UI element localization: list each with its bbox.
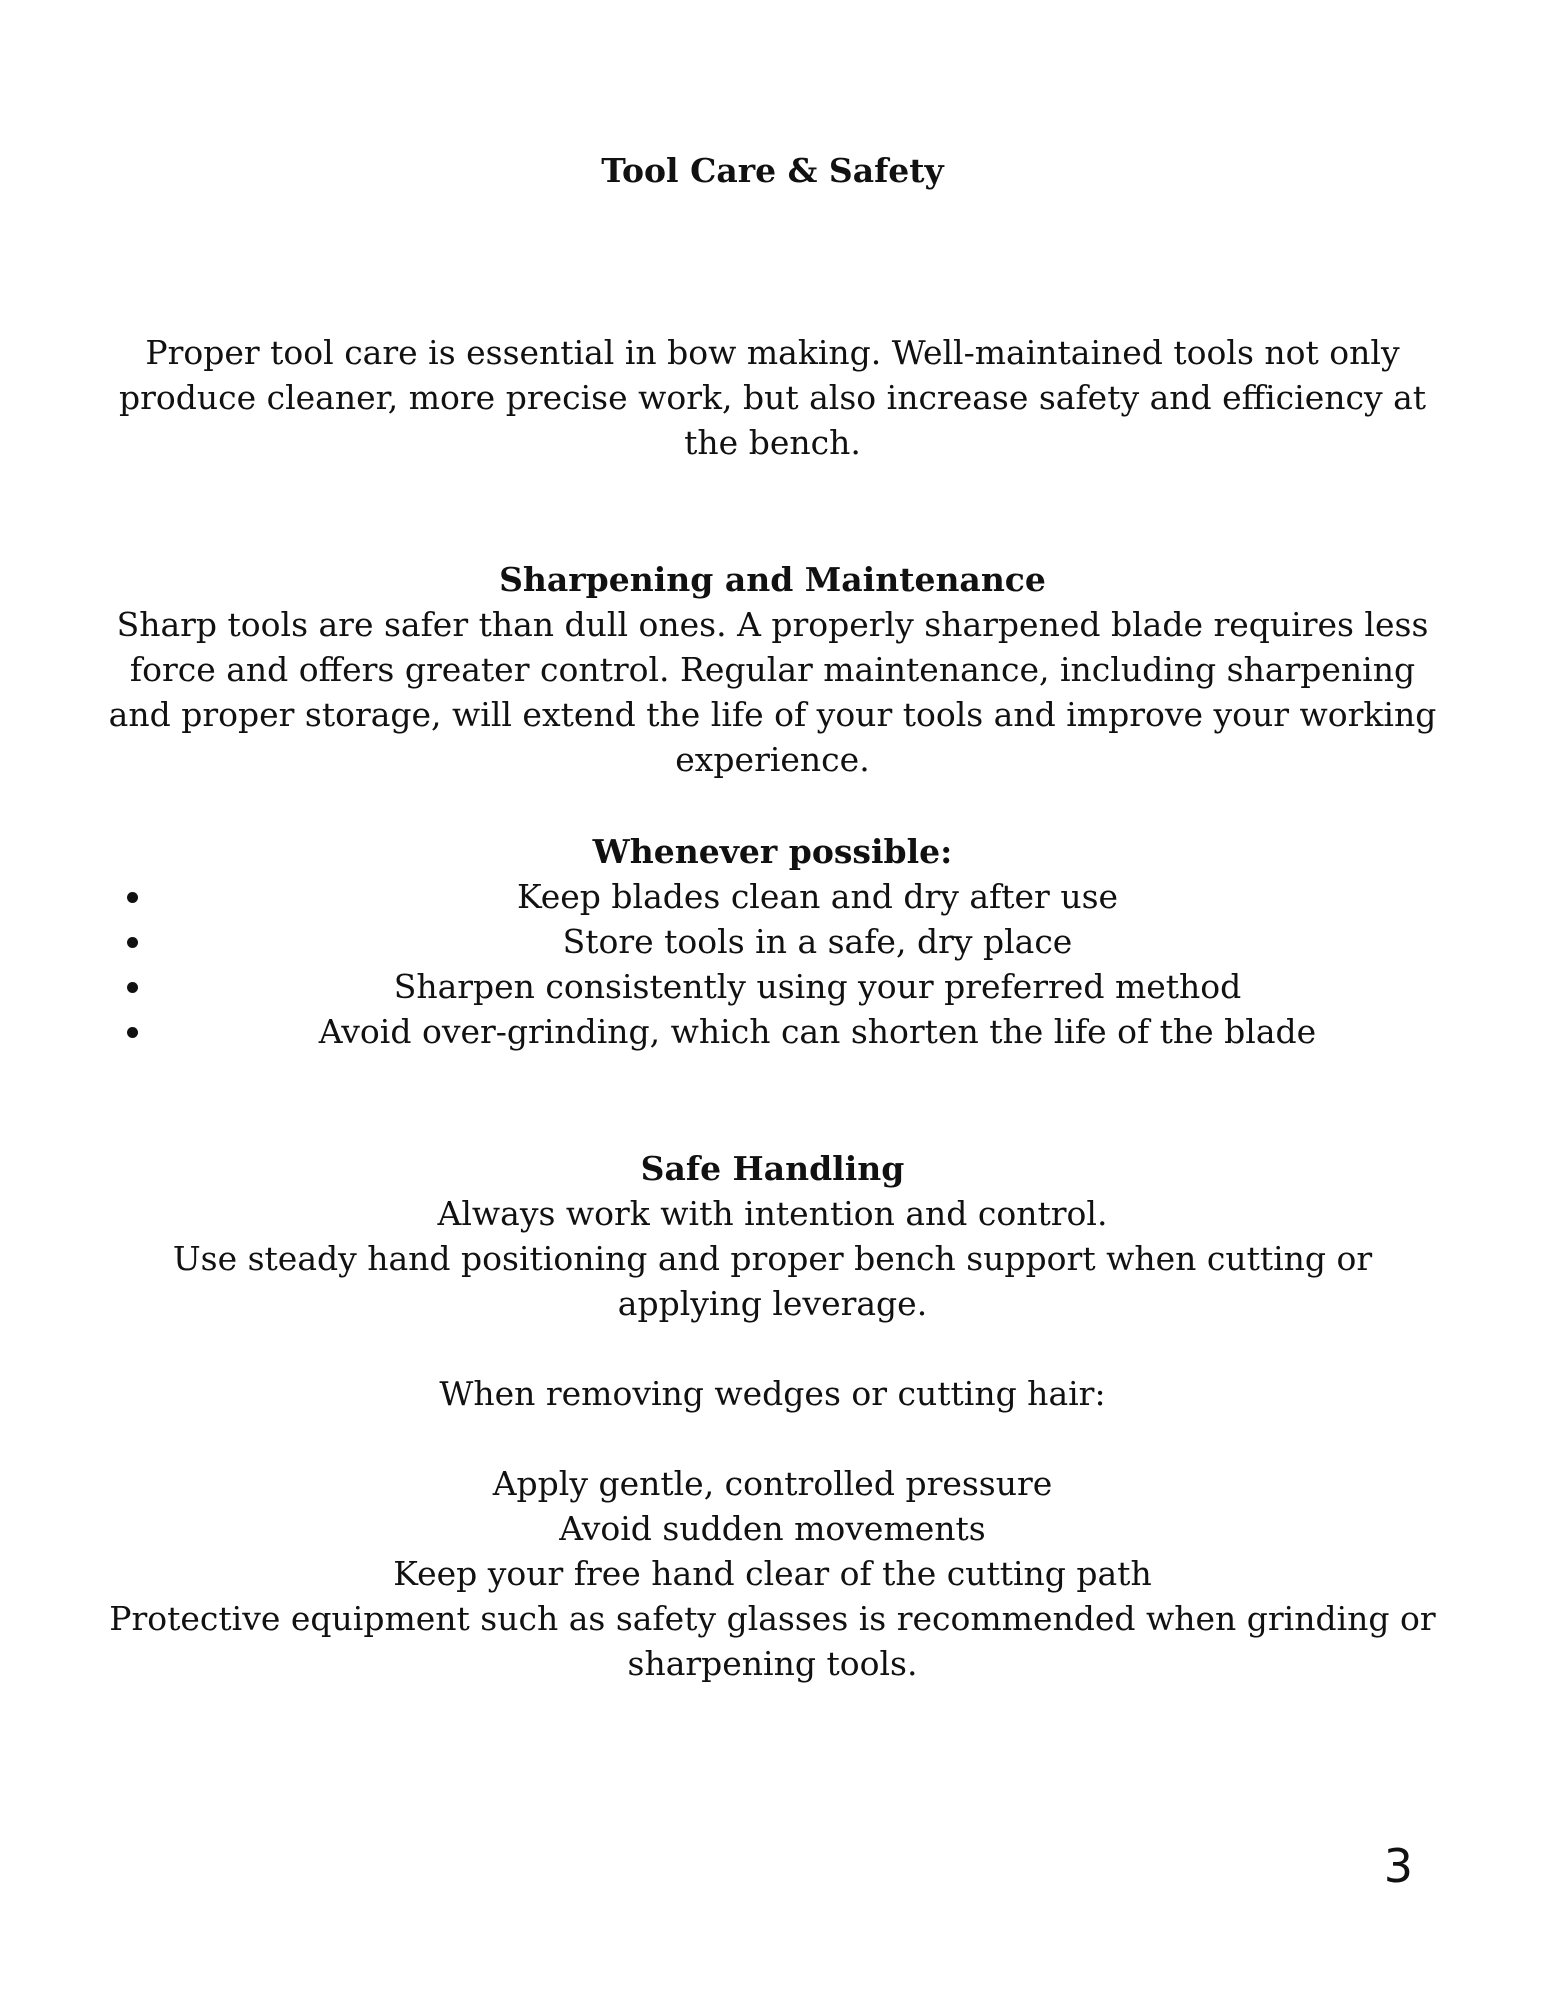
safe-handling-line-2: Use steady hand positioning and proper bench support when cutting or applying leverage. xyxy=(172,1239,1373,1323)
bullet-icon xyxy=(127,937,138,948)
safe-handling-line-3: When removing wedges or cutting hair: xyxy=(439,1374,1106,1413)
list-item-text: Keep blades clean and dry after use xyxy=(516,877,1119,916)
safe-handling-step: Keep your free hand clear of the cutting path xyxy=(393,1554,1152,1593)
safe-handling-closing: Protective equipment such as safety glasses is recommended when grinding or sharpening tools. xyxy=(109,1599,1436,1683)
list-item-text: Sharpen consistently using your preferred method xyxy=(393,967,1242,1006)
list-item xyxy=(100,1009,1445,1054)
list-item xyxy=(100,874,1445,919)
bullet-icon xyxy=(127,982,138,993)
safe-handling-step: Avoid sudden movements xyxy=(559,1509,986,1548)
list-item-text: Store tools in a safe, dry place xyxy=(562,922,1073,961)
spacer xyxy=(100,1326,1445,1371)
list-item xyxy=(100,919,1445,964)
sharpening-body: Sharp tools are safer than dull ones. A properly sharpened blade requires less force and offers greater control. Regular maintenance, including sharpening and proper storage, will extend the life of your tools and improve your working experience. xyxy=(108,605,1437,779)
bullet-icon xyxy=(127,1027,138,1038)
safe-handling-step: Apply gentle, controlled pressure xyxy=(492,1464,1053,1503)
list-item-text: Avoid over-grinding, which can shorten the life of the blade xyxy=(318,1012,1317,1051)
intro-paragraph: Proper tool care is essential in bow making. Well-maintained tools not only produce cleaner, more precise work, but also increase safety and efficiency at the bench. xyxy=(118,333,1427,462)
safe-handling-heading: Safe Handling xyxy=(640,1149,905,1188)
whenever-heading: Whenever possible: xyxy=(592,832,953,871)
spacer xyxy=(100,1416,1445,1461)
list-item xyxy=(100,964,1445,1009)
page-number: 3 xyxy=(1383,1839,1413,1893)
safe-handling-section xyxy=(100,1146,1445,1686)
sharpening-heading: Sharpening and Maintenance xyxy=(499,560,1046,599)
page-title: Tool Care & Safety xyxy=(601,151,944,190)
safe-handling-line-1: Always work with intention and control. xyxy=(437,1194,1108,1233)
sharpening-section xyxy=(100,557,1445,782)
bullet-icon xyxy=(127,892,138,903)
whenever-list xyxy=(100,874,1445,1054)
